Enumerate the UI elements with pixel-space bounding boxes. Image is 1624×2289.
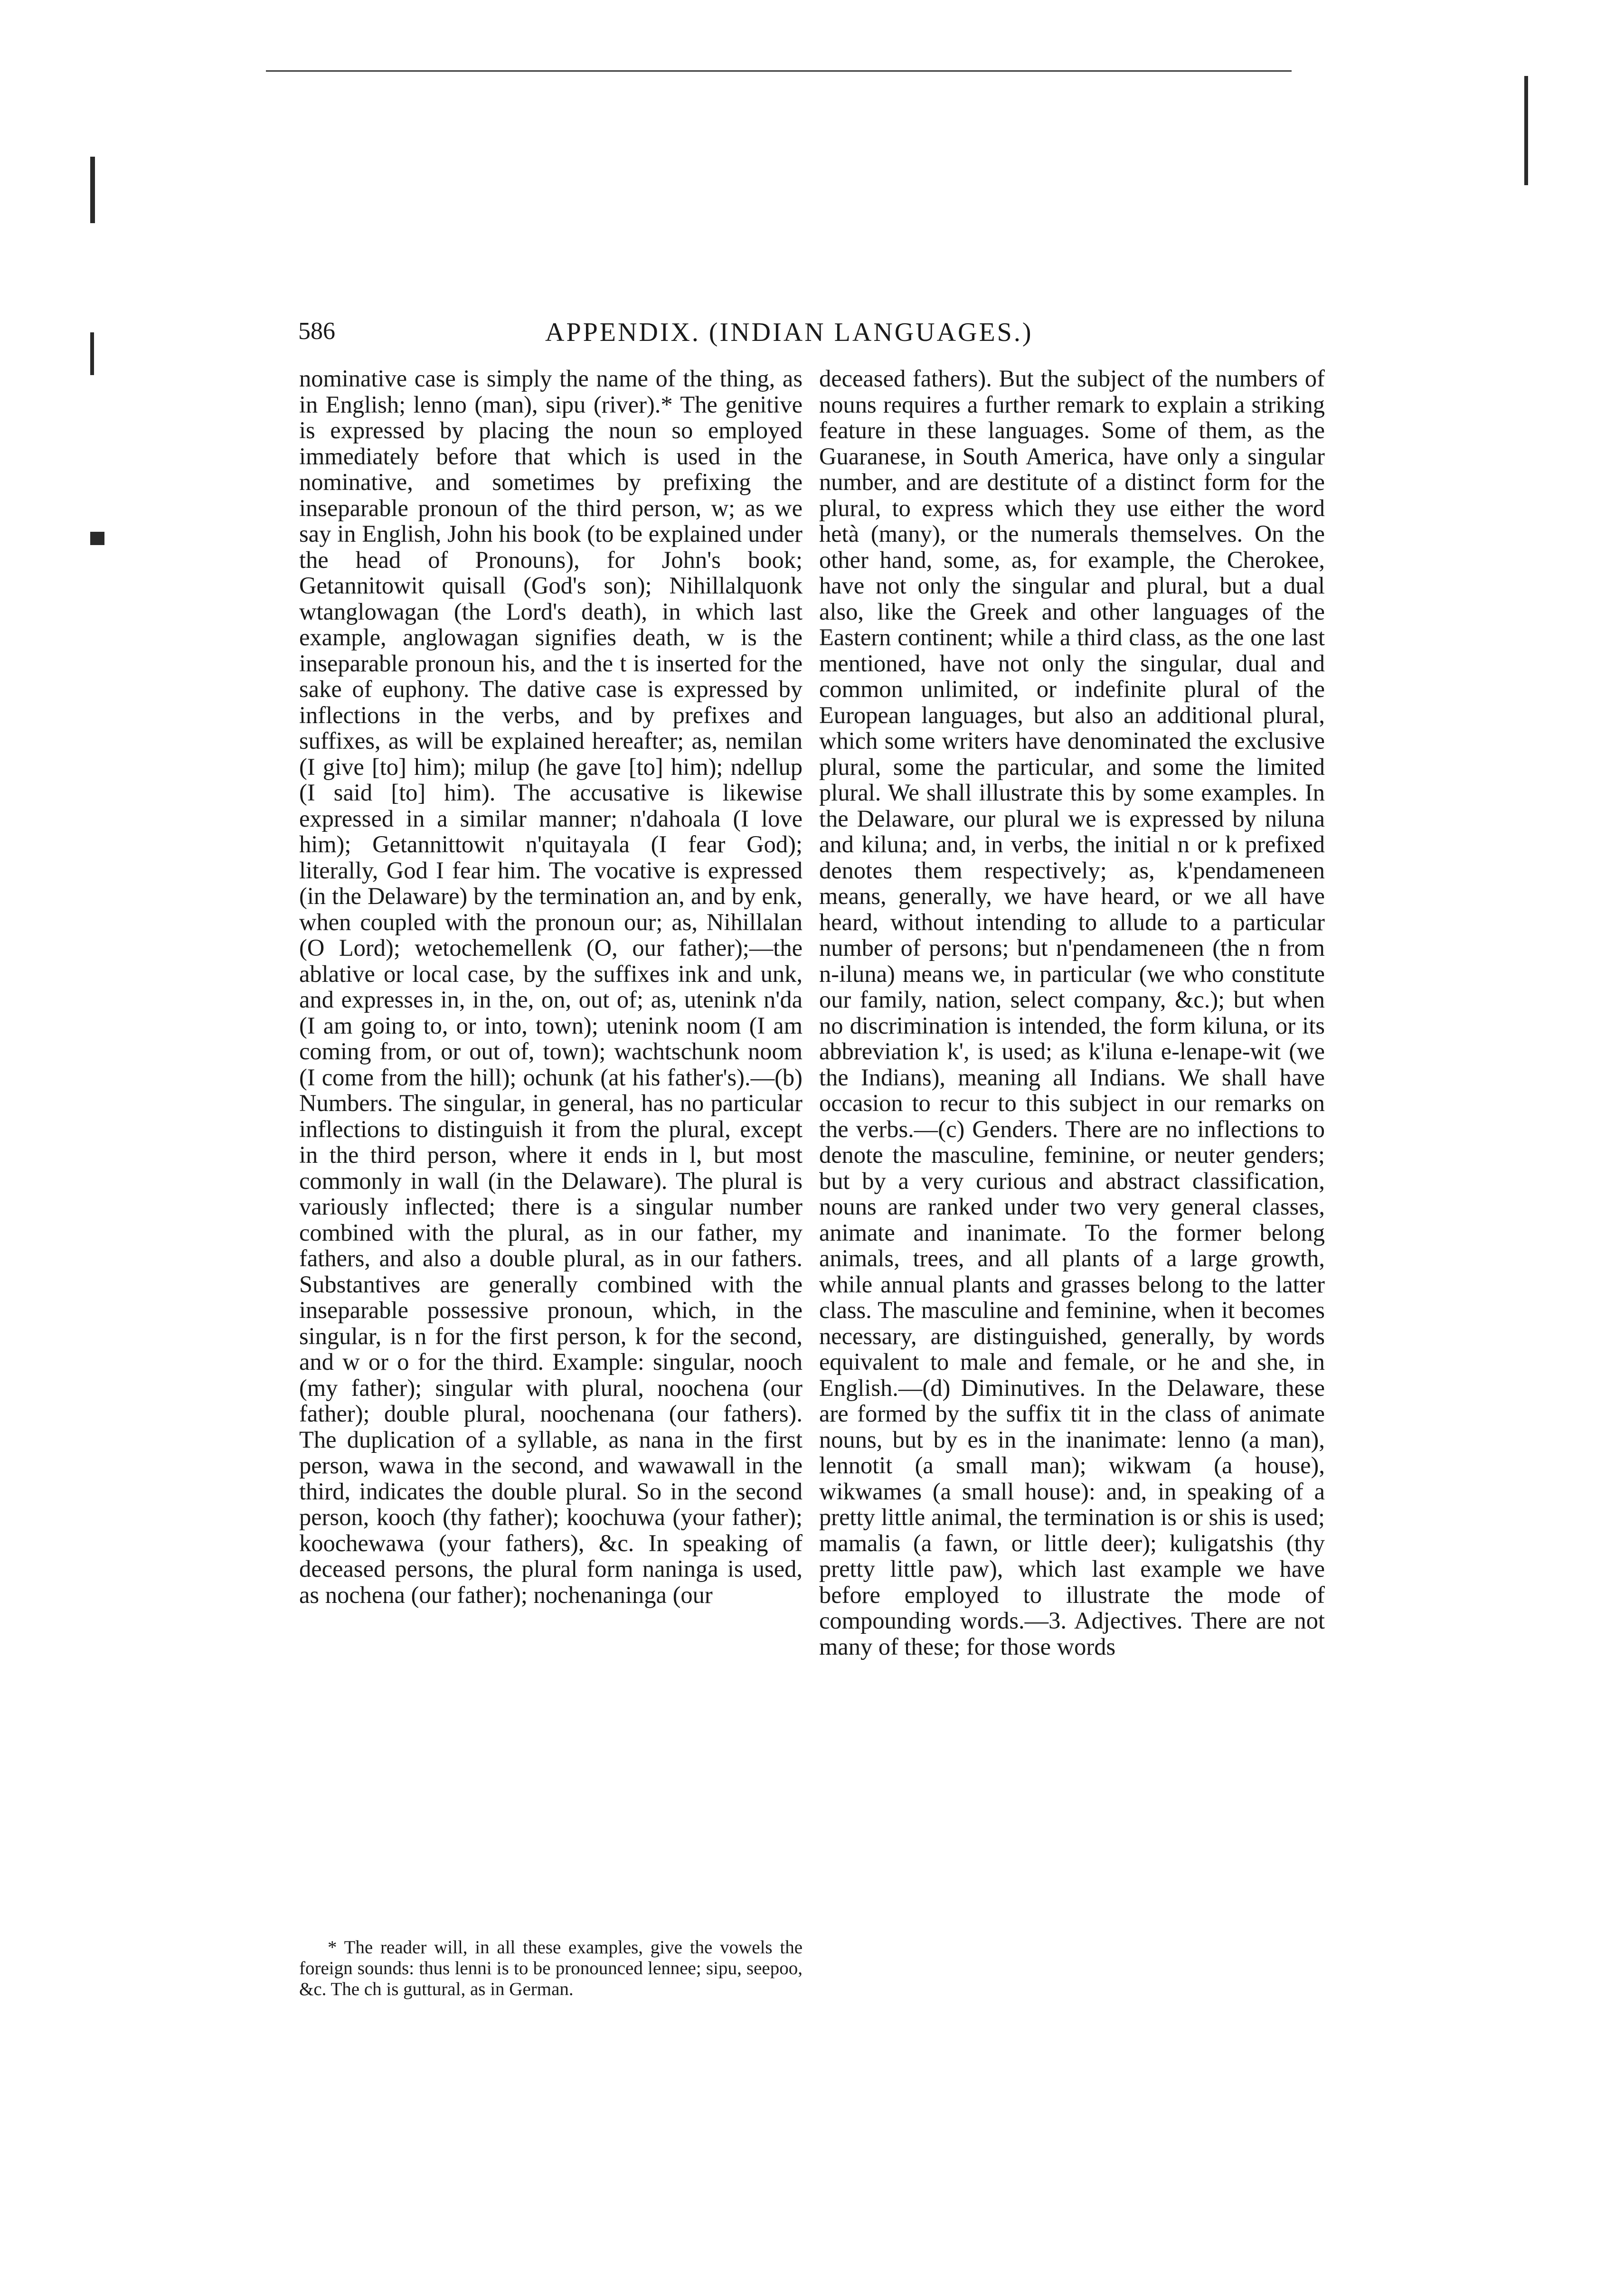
running-title: APPENDIX. (INDIAN LANGUAGES.): [545, 318, 1033, 347]
left-margin-mark-3: [90, 332, 94, 375]
left-column-text: nominative case is simply the name of the thing, as in English; lenno (man), sipu (river).* The genitive is expressed by placing the noun so employed immediately before that which is used in the nominative, and sometimes by prefixing the inseparable pronoun of the third person, w; as we say in English, John his book (to be explained under the head of Pronouns), for John's book; Getannitowit quisall (God's son); Nihillalquonk wtanglowagan (the Lord's death), in which last example, anglowagan signifies death, w is the inseparable pronoun his, and the t is inserted for the sake of euphony. The dative case is expressed by inflections in the verbs, and by prefixes and suffixes, as will be explained hereafter; as, nemilan (I give [to] him); milup (he gave [to] him); ndellup (I said [to] him). The accusative is likewise expressed in a similar manner; n'dahoala (I love him); Getannittowit n'quitayala (I fear God); literally, God I fear him. The vocative is expressed (in the Delaware) by the termination an, and by enk, when coupled with the pronoun our; as, Nihillalan (O Lord); wetochemellenk (O, our father);—the ablative or local case, by the suffixes ink and unk, and expresses in, in the, on, out of; as, utenink n'da (I am going to, or into, town); utenink noom (I am coming from, or out of, town); wachtschunk noom (I come from the hill); ochunk (at his father's).—(b) Numbers. The singular, in general, has no particular inflections to distinguish it from the plural, except in the third person, where it ends in l, but most commonly in wall (in the Delaware). The plural is variously inflected; there is a singular number combined with the plural, as in our father, my fathers, and also a double plural, as in our fathers. Substantives are generally combined with the inseparable possessive pronoun, which, in the singular, is n for the first person, k for the second, and w or o for the third. Example: singular, nooch (my father); singular with plural, noochena (our father); double plural, noochenana (our fathers). The duplication of a syllable, as nana in the first person, wawa in the second, and wawawall in the third, indicates the double plural. So in the second person, kooch (thy father); koochuwa (your father); koochewawa (your fathers), &c. In speaking of deceased persons, the plural form naninga is used, as nochena (our father); nochenaninga (our: [299, 365, 803, 1608]
left-text-column: [299, 366, 803, 1932]
left-margin-mark-2: [90, 532, 104, 545]
right-text-column: [819, 366, 1325, 2061]
right-column-text: deceased fathers). But the subject of the numbers of nouns requires a further remark to explain a striking feature in these languages. Some of them, as the Guaranese, in South America, have only a singular number, and are destitute of a distinct form for the plural, to express which they use either the word hetà (many), or the numerals themselves. On the other hand, some, as, for example, the Cherokee, have not only the singular and plural, but a dual also, like the Greek and other languages of the Eastern continent; while a third class, as the one last mentioned, have not only the singular, dual and common unlimited, or indefinite plural of the European languages, but also an additional plural, which some writers have denominated the exclusive plural, some the particular, and some the limited plural. We shall illustrate this by some examples. In the Delaware, our plural we is expressed by niluna and kiluna; and, in verbs, the initial n or k prefixed denotes them respectively; as, k'pendameneen means, generally, we have heard, or we all have heard, without intending to allude to a particular number of persons; but n'pendameneen (the n from n-iluna) means we, in particular (we who constitute our family, nation, select company, &c.); but when no discrimination is intended, the form kiluna, or its abbreviation k', is used; as k'iluna e-lenape-wit (we the Indians), meaning all Indians. We shall have occasion to recur to this subject in our remarks on the verbs.—(c) Genders. There are no inflections to denote the masculine, feminine, or neuter genders; but by a very curious and abstract classification, nouns are ranked under two very general classes, animate and inanimate. To the former belong animals, trees, and all plants of a large growth, while annual plants and grasses belong to the latter class. The masculine and feminine, when it becomes necessary, are distinguished, generally, by words equivalent to male and female, or he and she, in English.—(d) Diminutives. In the Delaware, these are formed by the suffix tit in the class of animate nouns, but by es in the inanimate: lenno (a man), lennotit (a small man); wikwam (a house), wikwames (a small house): and, in speaking of a pretty little animal, the termination is or shis is used; mamalis (a fawn, or little deer); kuligatshis (thy pretty little paw), which last example we have before employed to illustrate the mode of compounding words.—3. Adjectives. There are not many of these; for those words: [819, 365, 1325, 1660]
right-edge-mark: [1524, 76, 1528, 185]
top-edge-rule: [266, 70, 1292, 72]
left-margin-mark-1: [90, 157, 95, 223]
footnote-text: * The reader will, in all these examples, give the vowels the foreign sounds: thus lenni is to be pronounced lennee; sipu, seepoo, &c. The ch is guttural, as in German.: [299, 1937, 803, 1999]
page-number: 586: [298, 318, 335, 345]
page-header: [298, 317, 1319, 360]
footnote: [299, 1937, 803, 2000]
